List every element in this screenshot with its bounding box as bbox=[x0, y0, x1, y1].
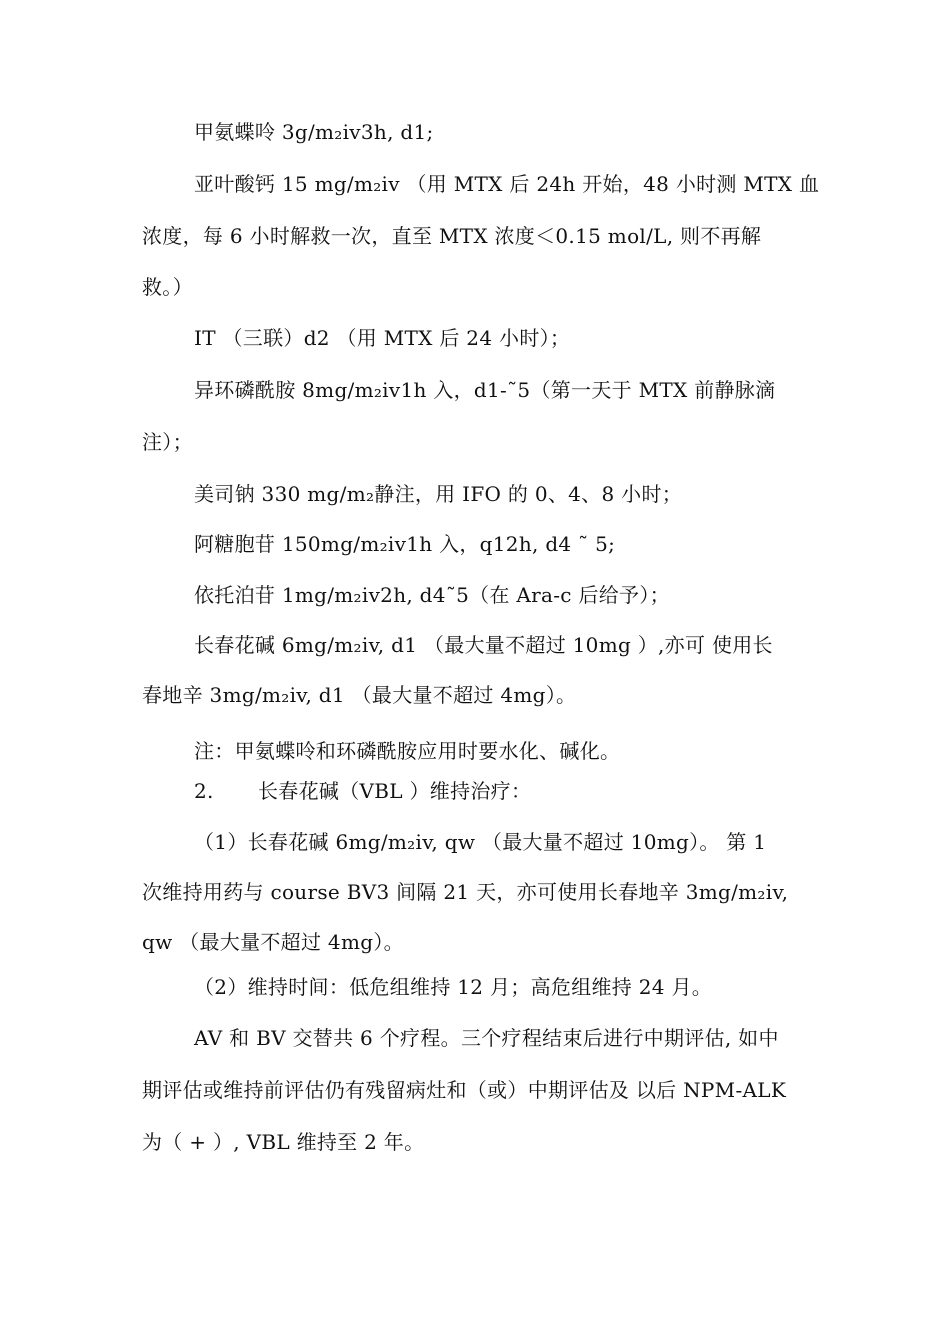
text-line-it-triple: IT （三联）d2 （用 MTX 后 24 小时）； bbox=[194, 326, 571, 350]
text-line-maintenance-1-cont: 次维持用药与 course BV3 间隔 21 天，亦可使用长春地辛 3mg/m₂iv, bbox=[142, 880, 789, 904]
text-line-leucovorin: 亚叶酸钙 15 mg/m₂iv （用 MTX 后 24h 开始，48 小时测 MTX 血 bbox=[194, 172, 820, 196]
text-line-av-bv: AV 和 BV 交替共 6 个疗程。三个疗程结束后进行中期评估, 如中 bbox=[194, 1026, 779, 1050]
text-line-ifosfamide-end: 注）； bbox=[142, 430, 193, 454]
text-line-maintenance-1: （1）长春花碱 6mg/m₂iv, qw （最大量不超过 10mg）。 第 1 bbox=[194, 830, 767, 854]
text-line-etoposide: 依托泊苷 1mg/m₂iv2h, d4˜5（在 Ara-c 后给予）； bbox=[194, 583, 670, 607]
text-line-vinblastine: 长春花碱 6mg/m₂iv, d1 （最大量不超过 10mg ）,亦可 使用长 bbox=[194, 633, 773, 657]
text-line-vindesine: 春地辛 3mg/m₂iv, d1 （最大量不超过 4mg）。 bbox=[142, 683, 577, 707]
text-line-maintenance-2: （2）维持时间：低危组维持 12 月；高危组维持 24 月。 bbox=[194, 975, 713, 999]
section-title-vbl-maintenance: 长春花碱（VBL ）维持治疗： bbox=[258, 779, 532, 803]
text-line-mesna: 美司钠 330 mg/m₂静注，用 IFO 的 0、4、8 小时； bbox=[194, 482, 683, 506]
text-line-mtx-dose: 甲氨蝶呤 3g/m₂iv3h, d1; bbox=[194, 120, 434, 144]
text-line-ifosfamide: 异环磷酰胺 8mg/m₂iv1h 入，d1-˜5（第一天于 MTX 前静脉滴 bbox=[194, 378, 776, 402]
text-line-av-bv-end: 为（ + ）, VBL 维持至 2 年。 bbox=[142, 1130, 425, 1154]
text-line-maintenance-1-end: qw （最大量不超过 4mg）。 bbox=[142, 930, 404, 954]
text-line-note: 注：甲氨蝶呤和环磷酰胺应用时要水化、碱化。 bbox=[194, 739, 621, 763]
text-line-leucovorin-end: 救。） bbox=[142, 275, 193, 299]
text-line-leucovorin-cont: 浓度，每 6 小时解救一次，直至 MTX 浓度＜0.15 mol/L, 则不再解 bbox=[142, 224, 762, 248]
section-number: 2. bbox=[194, 779, 214, 803]
text-line-av-bv-cont: 期评估或维持前评估仍有残留病灶和（或）中期评估及 以后 NPM-ALK bbox=[142, 1078, 787, 1102]
text-line-cytarabine: 阿糖胞苷 150mg/m₂iv1h 入，q12h, d4 ˜ 5; bbox=[194, 532, 616, 556]
